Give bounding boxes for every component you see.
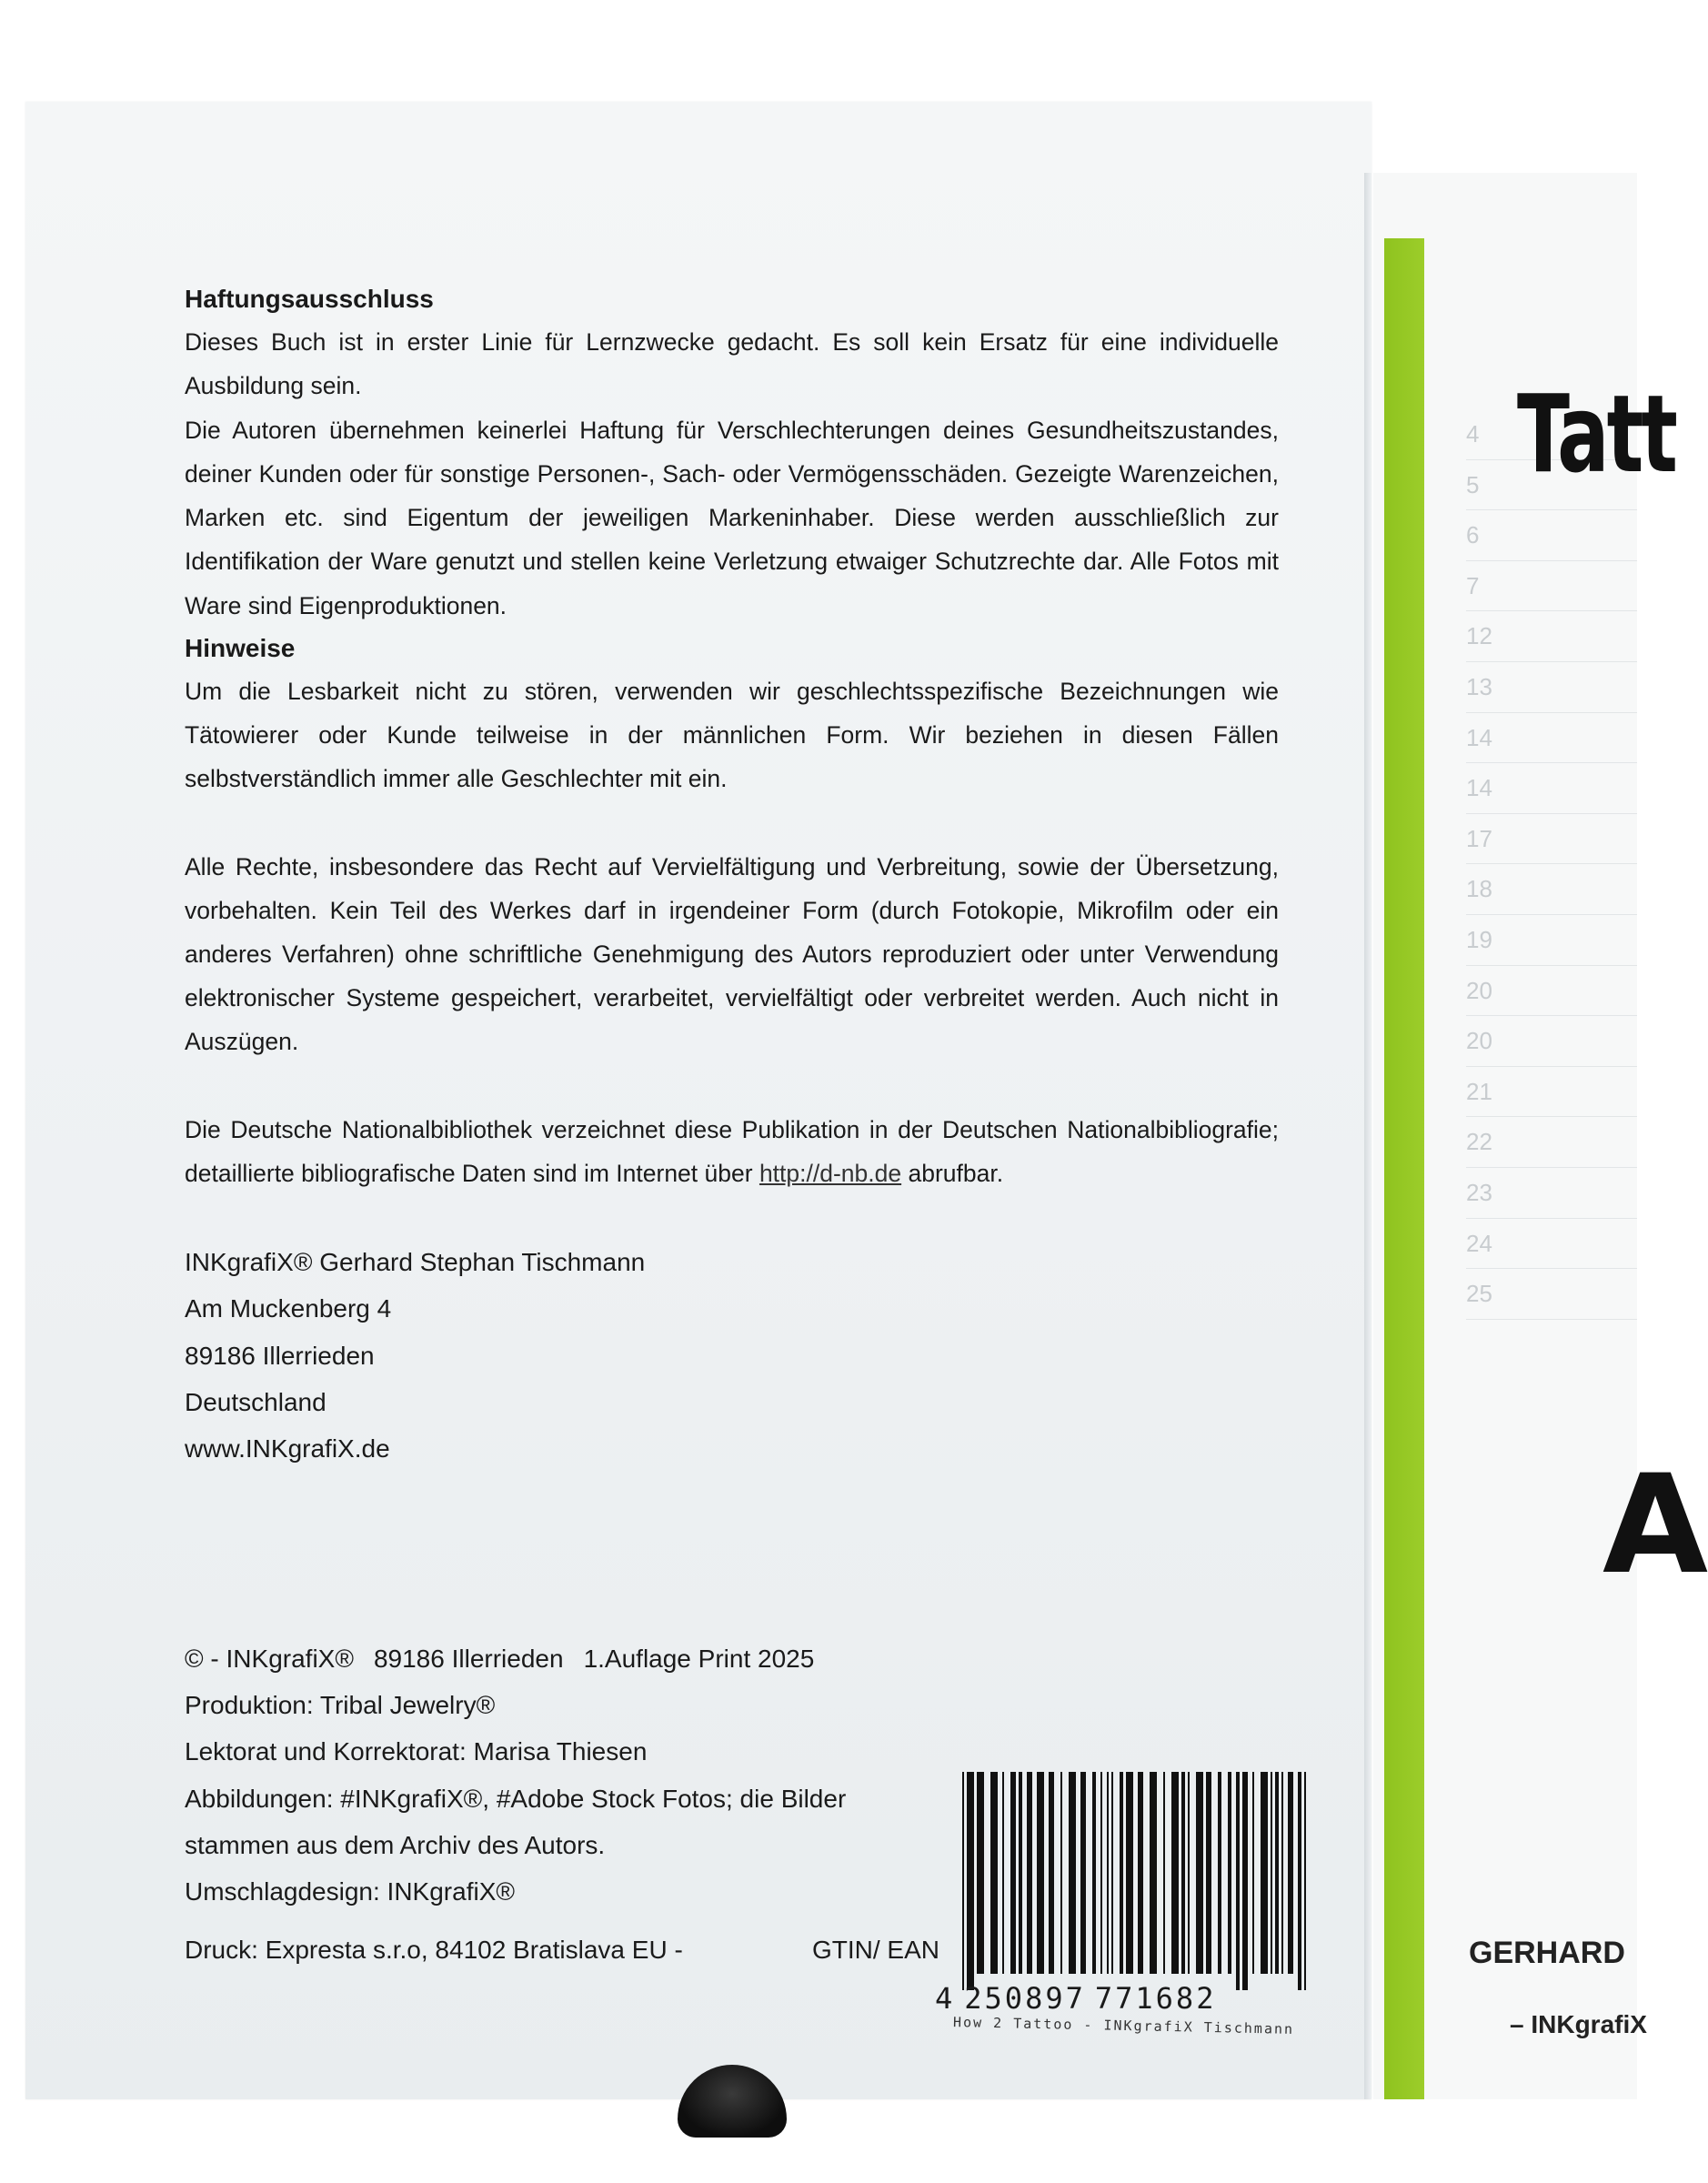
barcode-bar (1010, 1772, 1016, 1974)
notes-heading: Hinweise (185, 633, 296, 662)
barcode-bar (1126, 1772, 1133, 1974)
ghost-number: 13 (1466, 662, 1637, 713)
cover-design-credit: Umschlagdesign: INKgrafiX® (185, 1877, 516, 1906)
ghost-number: 20 (1466, 966, 1637, 1017)
barcode-bar (1228, 1772, 1231, 1974)
dnb-paragraph (185, 1108, 1279, 1195)
ghost-number: 12 (1466, 611, 1637, 662)
ghost-number: 14 (1466, 713, 1637, 764)
page-fold (1364, 173, 1371, 2099)
ghost-number: 20 (1466, 1016, 1637, 1067)
imprint-text (185, 278, 1279, 1472)
barcode-bar (1188, 1772, 1190, 1974)
ghost-number: 24 (1466, 1219, 1637, 1270)
cover-green-bar (1384, 238, 1424, 2099)
barcode-bar (1027, 1772, 1032, 1974)
barcode-bar (1111, 1772, 1113, 1974)
barcode-bar (1206, 1772, 1211, 1974)
barcode-bar (1252, 1772, 1254, 1974)
ghost-number: 14 (1466, 763, 1637, 814)
barcode-bar (1100, 1772, 1102, 1974)
barcode-bar (1304, 1772, 1306, 1990)
barcode (935, 1772, 1317, 2016)
ghost-number: 4 (1466, 409, 1637, 460)
ghost-number: 22 (1466, 1117, 1637, 1168)
barcode-bar (1069, 1772, 1076, 1974)
ghost-number: 21 (1466, 1067, 1637, 1118)
disclaimer-paragraph-1: Dieses Buch ist in erster Linie für Lernzwecke gedacht. Es soll kein Ersatz für eine individuelle Ausbildung sein. (185, 328, 1279, 400)
barcode-bar (1150, 1772, 1157, 1974)
barcode-bar (1275, 1772, 1279, 1974)
rights-paragraph: Alle Rechte, insbesondere das Recht auf Vervielfältigung und Verbreitung, sowie der Übersetzung, vorbehalten. Kein Teil des Werkes darf in irgendeiner Form (durch Fotokopie, Mikrofilm oder ein anderes Verfahren) ohne schriftliche Genehmigung des Autors reproduziert oder unter Verwendung elektronischer Systeme gespeichert, verarbeitet, vervielfältigt oder verbreitet werden. Auch nicht in Auszügen. (185, 852, 1279, 1056)
barcode-bar (1196, 1772, 1203, 1974)
publisher-name: INKgrafiX® Gerhard Stephan Tischmann (185, 1248, 646, 1277)
barcode-bar (1107, 1772, 1109, 1974)
publisher-country: Deutschland (185, 1387, 327, 1416)
ghost-number: 23 (1466, 1168, 1637, 1219)
barcode-bar (1037, 1772, 1044, 1974)
print-row (185, 1936, 939, 1965)
cover-title-fragment: Tatt (1517, 371, 1676, 497)
ghost-number: 18 (1466, 864, 1637, 915)
dnb-text: Die Deutsche Nationalbibliothek verzeichnet diese Publikation in der Deutschen Nationalbibliografie; detaillierte bibliografische Daten sind im Internet über (185, 1115, 1279, 1187)
editing: Lektorat und Korrektorat: Marisa Thiesen (185, 1737, 648, 1766)
barcode-bar (1281, 1772, 1283, 1974)
disclaimer-heading: Haftungsausschluss (185, 285, 434, 313)
dnb-suffix: abrufbar. (908, 1159, 1004, 1187)
barcode-digits (935, 1981, 1326, 2016)
barcode-bar (962, 1772, 964, 1990)
barcode-bar (1298, 1772, 1301, 1990)
publisher-website[interactable]: www.INKgrafiX.de (185, 1434, 390, 1464)
barcode-bar (1242, 1772, 1248, 1990)
publisher-address (185, 1239, 1279, 1472)
barcode-bar (1080, 1772, 1086, 1974)
publisher-street: Am Muckenberg 4 (185, 1294, 392, 1323)
barcode-bar (1181, 1772, 1185, 1974)
barcode-bar (1236, 1772, 1240, 1990)
cover-ghost-numbers (1466, 409, 1637, 1320)
barcode-bar (1019, 1772, 1022, 1974)
copyright: © - INKgrafiX® (185, 1645, 354, 1673)
publisher-city: 89186 Illerrieden (185, 1341, 375, 1370)
copyright-row (185, 1635, 1003, 1682)
disclaimer-paragraph-2: Die Autoren übernehmen keinerlei Haftung für Verschlechterungen deines Gesundheitszustandes, deiner Kunden oder für sonstige Personen-, Sach- oder Vermögensschäden. Gezeigte Warenzeichen, Marken etc. sind Eigentum der jeweiligen Markeninhaber. Diese werden ausschließlich zur Identifikation der Ware genutzt und stellen keine Verletzung etwaiger Schutzrechte dar. Alle Fotos mit Ware sind Eigenproduktionen. (185, 416, 1279, 619)
ghost-number: 7 (1466, 561, 1637, 612)
barcode-bar (1288, 1772, 1293, 1974)
production: Produktion: Tribal Jewelry® (185, 1691, 496, 1720)
barcode-bar (967, 1772, 974, 1990)
barcode-bar (1049, 1772, 1054, 1974)
print-credit: Druck: Expresta s.r.o, 84102 Bratislava EU - (185, 1936, 683, 1964)
copyright-place: 89186 Illerrieden (373, 1645, 564, 1673)
gtin-label: GTIN/ EAN (811, 1936, 939, 1964)
barcode-bar (990, 1772, 998, 1974)
edition: 1.Auflage Print 2025 (583, 1645, 815, 1673)
barcode-bar (1002, 1772, 1004, 1974)
ghost-number: 17 (1466, 814, 1637, 865)
barcode-group-1: 250897 (964, 1981, 1086, 2016)
barcode-group-2: 771682 (1094, 1981, 1217, 2016)
barcode-bar (1218, 1772, 1221, 1974)
barcode-bar (1271, 1772, 1272, 1974)
barcode-bar (1261, 1772, 1268, 1974)
images-credit: Abbildungen: #INKgrafiX®, #Adobe Stock Fotos; die Bilder stammen aus dem Archiv des Autors. (185, 1784, 847, 1859)
cover-brand-fragment: – INKgrafiX (1510, 2010, 1647, 2038)
ghost-number: 25 (1466, 1269, 1637, 1320)
barcode-caption: How 2 Tattoo - INKgrafiX Tischmann (952, 2014, 1295, 2037)
barcode-bar (1092, 1772, 1096, 1974)
cover-author-fragment: GERHARD (1469, 1936, 1625, 1970)
barcode-bar (1138, 1772, 1143, 1974)
ghost-number: 6 (1466, 510, 1637, 561)
colophon (185, 1635, 1003, 1915)
barcode-bar (1120, 1772, 1123, 1974)
cover-big-letter: A (1603, 1446, 1708, 1605)
ghost-number: 5 (1466, 460, 1637, 511)
barcode-bar (1060, 1772, 1062, 1974)
barcode-bar (977, 1772, 984, 1974)
notes-paragraph: Um die Lesbarkeit nicht zu stören, verwenden wir geschlechtsspezifische Bezeichnungen wie Tätowierer oder Kunde teilweise in der männlichen Form. Wir beziehen in diesen Fällen selbstverständlich immer alle Geschlechter mit ein. (185, 677, 1279, 793)
barcode-bar (1163, 1772, 1165, 1974)
barcode-lead-digit: 4 (935, 1981, 956, 2016)
barcode-bar (1171, 1772, 1179, 1974)
dnb-link[interactable]: http://d-nb.de (759, 1159, 902, 1187)
barcode-bars (953, 1772, 1317, 1990)
ghost-number: 19 (1466, 915, 1637, 966)
